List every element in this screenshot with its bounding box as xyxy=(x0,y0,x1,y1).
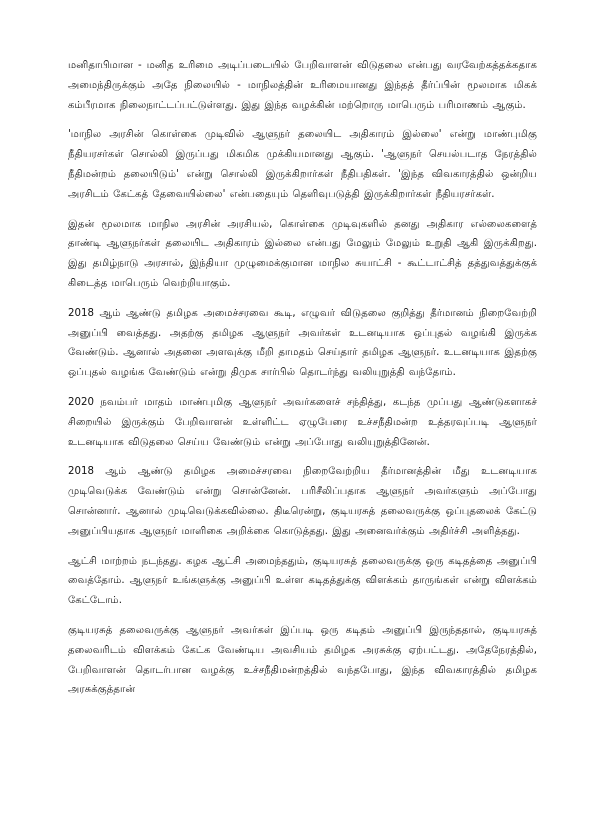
paragraph-6: 2018 ஆம் ஆண்டு தமிழக அமைச்சரவை நிறைவேற்றிய தீர்மானத்தின் மீது உடனடியாக முடிவெடுக்க வேண்டும் என்று சொன்னேன். பரிசீலிப்பதாக ஆளுநர் அவர்களும் அப்போது சொன்னார். ஆனால் முடிவெடுக்கவில்லை. திடீரென்று, குடியரசுத் தலைவருக்கு ஒப்புதலைக் கேட்டு அனுப்பியதாக ஆளுநர் மாளிகை அறிக்கை கொடுத்தது. இது அனைவர்க்கும் அதிர்ச்சி அளித்தது. xyxy=(68,466,537,537)
paragraph-5: 2020 நவம்பர் மாதம் மாண்புமிகு ஆளுநர் அவர்களைச் சந்தித்து, கடந்த முப்பது ஆண்டுகளாகச் சிறையில் இருக்கும் பேறிவாளன் உள்ளிட்ட ஏழுபேரை உச்சநீதிமன்ற உத்தரவுப்படி ஆளுநர் உடனடியாக விடுதலை செய்ய வேண்டும் என்று அப்போது வலியுறுத்தினேன். xyxy=(68,396,537,448)
document-body xyxy=(68,56,537,710)
paragraph-3: இதன் மூலமாக மாநில அரசின் அரசியல், கொள்கை முடிவுகளில் தனது அதிகார எல்லைகளைத் தாண்டி ஆளுநர்கள் தலையிட அதிகாரம் இல்லை என்பது மேலும் மேலும் உறுதி ஆகி இருக்கிறது. இது தமிழ்நாடு அரசால், இந்தியா முழுமைக்குமான மாநில சுயாட்சி - கூட்டாட்சித் தத்துவத்துக்குக் கிடைத்த மாபெரும் வெற்றியாகும். xyxy=(68,218,537,289)
paragraph-1: மனிதாபிமான - மனித உரிமை அடிப்படையில் பேறிவாளன் விடுதலை என்பது வரவேற்கத்தக்கதாக அமைந்திருக்கும் அதே நிலையில் - மாநிலத்தின் உரிமையானது இந்தத் தீர்ப்பின் மூலமாக மிகக் கம்பீரமாக நிலைநாட்டப்பட்டுள்ளது. இது இந்த வழக்கின் மற்றொரு மாபெரும் பரிமாணம் ஆகும். xyxy=(68,60,537,111)
paragraph-8: குடியரசுத் தலைவருக்கு ஆளுநர் அவர்கள் இப்படி ஒரு கடிதம் அனுப்பி இருந்ததால், குடியரசுத் தலைவரிடம் விளக்கம் கேட்க வேண்டிய அவசியம் தமிழக அரசுக்கு ஏற்பட்டது. அதேநேரத்தில், பேறிவாளன் தொடர்பான வழக்கு உச்சநீதிமன்றத்தில் வந்தபோது, இந்த விவகாரத்தில் தமிழக அரசுக்குத்தான் xyxy=(68,624,537,696)
paragraph-2: 'மாநில அரசின் கொள்கை முடிவில் ஆளுநர் தலையிட அதிகாரம் இல்லை' என்று மாண்புமிகு நீதியரசர்கள் சொல்லி இருப்பது மிகமிக முக்கியமானது ஆகும். 'ஆளுநர் செயல்படாத நேரத்தில் நீதிமன்றம் தலையிடும்' என்று சொல்லி இருக்கிறார்கள் நீதிபதிகள். 'இந்த விவகாரத்தில் ஒன்றிய அரசிடம் கேட்கத் தேவையில்லை' என்பதையும் தெளிவுபடுத்தி இருக்கிறார்கள் நீதியரசர்கள். xyxy=(68,129,537,200)
paragraph-7: ஆட்சி மாற்றம் நடந்தது. கழக ஆட்சி அமைந்ததும், குடியரசுத் தலைவருக்கு ஒரு கடிதத்தை அனுப்பி வைத்தோம். ஆளுநர் உங்களுக்கு அனுப்பி உள்ள கடிதத்துக்கு விளக்கம் தாருங்கள் என்று விளக்கம் கேட்டோம். xyxy=(68,555,537,607)
paragraph-4: 2018 ஆம் ஆண்டு தமிழக அமைச்சரவை கூடி, எழுவர் விடுதலை குறித்து தீர்மானம் நிறைவேற்றி அனுப்பி வைத்தது. அதற்கு தமிழக ஆளுநர் அவர்கள் உடனடியாக ஒப்புதல் வழங்கி இருக்க வேண்டும். ஆனால் அதனை அளவுக்கு மீறி தாமதம் செய்தார் தமிழக ஆளுநர். உடனடியாக இதற்கு ஒப்புதல் வழங்க வேண்டும் என்று திமுக சார்பில் தொடர்ந்து வலியுறுத்தி வந்தோம். xyxy=(68,307,537,379)
